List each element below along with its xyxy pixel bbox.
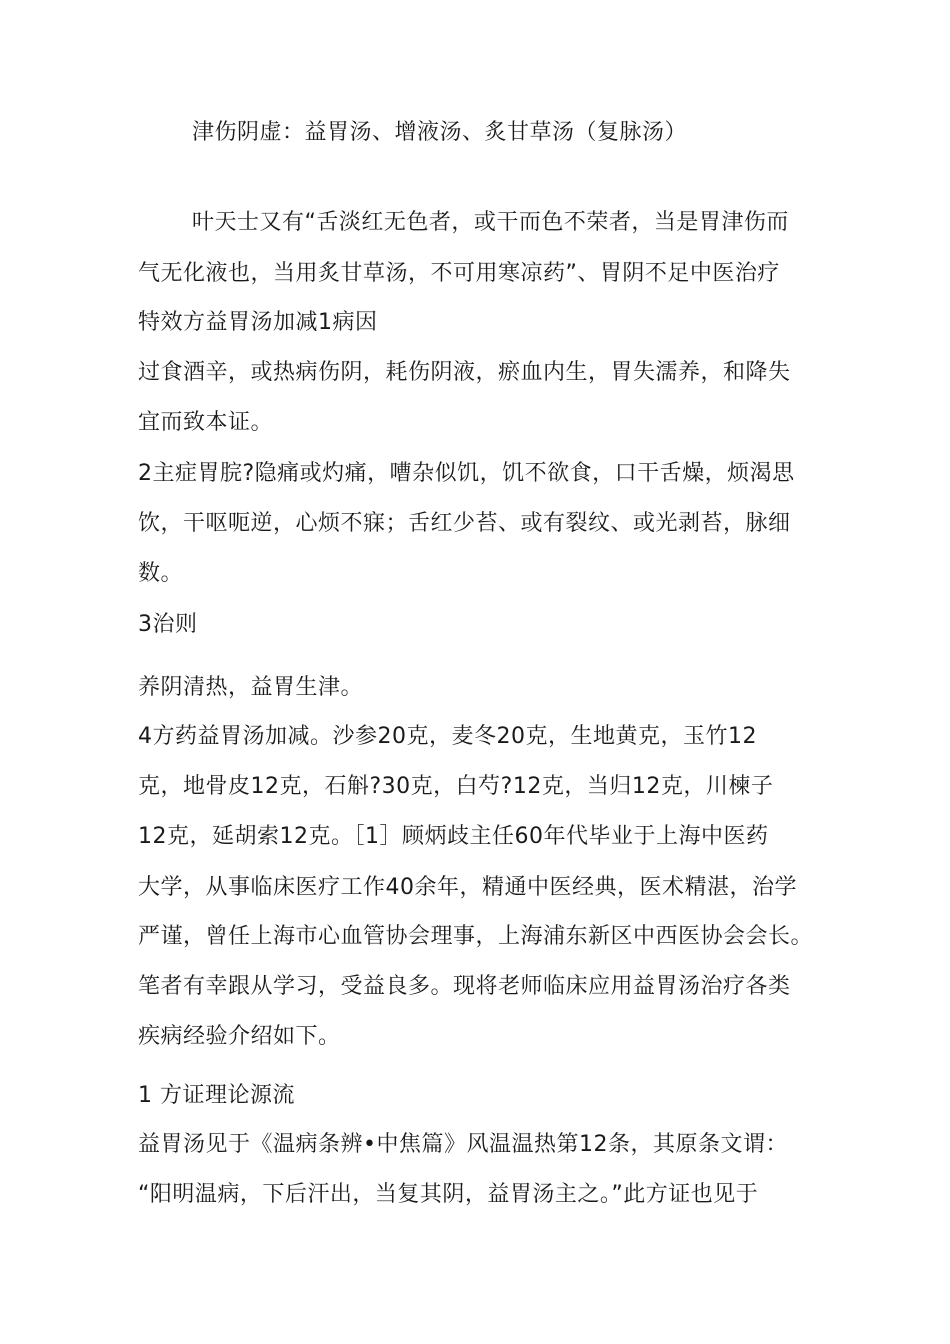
paragraph-line: 严谨，曾任上海市心血管协会理事，上海浦东新区中西医协会会长。 — [138, 924, 814, 949]
paragraph-line: 克，地骨皮12克，石斛?30克，白芍?12克，当归12克，川楝子 — [138, 774, 774, 799]
paragraph-line: 数。 — [138, 561, 184, 586]
section-heading: 3治则 — [138, 612, 198, 637]
paragraph-line: 大学，从事临床医疗工作40余年，精通中医经典，医术精湛，治学 — [138, 875, 797, 900]
paragraph-line: 过食酒辛，或热病伤阴，耗伤阴液，瘀血内生，胃失濡养，和降失 — [138, 360, 791, 385]
paragraph-line: 叶天士又有“舌淡红无色者，或干而色不荣者，当是胃津伤而 — [192, 210, 789, 235]
paragraph-line: 2主症胃脘?隐痛或灼痛，嘈杂似饥，饥不欲食，口干舌燥，烦渴思 — [138, 461, 795, 486]
paragraph-line: “阳明温病，下后汗出，当复其阴，益胃汤主之。”此方证也见于 — [138, 1182, 759, 1207]
heading-line: 津伤阴虚：益胃汤、增液汤、炙甘草汤（复脉汤） — [192, 120, 688, 145]
paragraph-line: 4方药益胃汤加减。沙参20克，麦冬20克，生地黄克，玉竹12 — [138, 724, 757, 749]
paragraph-line: 气无化液也，当用炙甘草汤，不可用寒凉药”、胃阴不足中医治疗 — [138, 261, 780, 286]
section-heading: 1 方证理论源流 — [138, 1083, 295, 1108]
paragraph-line: 笔者有幸跟从学习，受益良多。现将老师临床应用益胃汤治疗各类 — [138, 974, 791, 999]
paragraph-line: 特效方益胃汤加减1病因 — [138, 310, 378, 335]
paragraph-line: 疾病经验介绍如下。 — [138, 1024, 341, 1049]
paragraph-line: 益胃汤见于《温病条辨•中焦篇》风温温热第12条，其原条文谓： — [138, 1132, 788, 1157]
paragraph-line: 饮，干呕呃逆，心烦不寐；舌红少苔、或有裂纹、或光剥苔，脉细 — [138, 511, 791, 536]
paragraph-line: 养阴清热，益胃生津。 — [138, 675, 364, 700]
paragraph-line: 宜而致本证。 — [138, 410, 274, 435]
paragraph-line: 12克，延胡索12克。［1］顾炳歧主任60年代毕业于上海中医药 — [138, 824, 769, 849]
